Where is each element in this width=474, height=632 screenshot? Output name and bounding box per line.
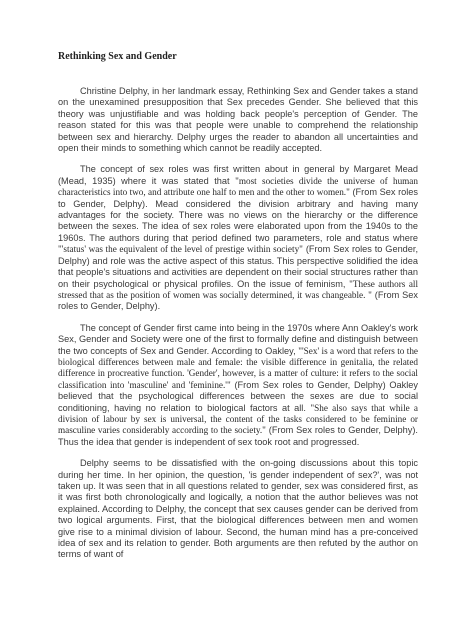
quotation: "'status' was the equivalent of the level of prestige within society" [58,244,303,255]
paragraph-text: Delphy seems to be dissatisfied with the on-going discussions about this topic during her time. In her opinion, the question, 'is gender independent of sex?', was not taken up. It was seen that in all questions related to gender, sex was considered first, as it was first both chronologically and logically, a notion that the author believes was not explained. According to Delphy, the concept that sex causes gender can be derived from two logical arguments. First, that the biological differences between men and women give rise to a minimal division of labour. Second, the human mind has a pre-conceived idea of sex and its relation to gender. Both arguments are then refuted by the author on terms of want of [58,458,418,560]
quotation: "most societies divide the universe of human characteristics into two, and attribute one half to men and the other to women." [58,175,418,198]
paragraph-text: (From Sex roles to Gender, Delphy) and role was the active aspect of this status. This perspective solidified the idea that people's situations and activities are dependent on their social structures rather than on their psychological or physical profiles. On the issue of feminism, [58,244,418,289]
document-body [58,86,418,571]
paragraph [58,323,418,448]
quotation: "These authors all stressed that as the position of women was socially determined, it was changeable. " [58,278,419,300]
paragraph-text: (From Sex roles to Gender, Delphy) Oakley believed that the psychological differences between the sexes are due to social conditioning, having no relation to biological factors at all. [58,379,418,413]
quotation: "'Sex' is a word that refers to the biological differences between male and female: the visible difference in genitalia, the related difference in procreative function. 'Gender', however, is a matter of culture: it refers to the social classification into 'masculine' and 'feminine.'" [58,345,418,390]
paragraph-text: (From Sex roles to Gender, Delphy). Mead considered the division arbitrary and having many advantages for the society. There was no views on the hierarchy or the difference between the sexes. The idea of sex roles were elaborated upon from the 1940s to the 1960s. The authors during that period defined two parameters, role and status where [58,187,418,243]
paragraph-text: Christine Delphy, in her landmark essay, Rethinking Sex and Gender takes a stand on the unexamined presupposition that Sex precedes Gender. She believed that this theory was unjustifiable and was holding back people's perception of Gender. The reason stated for this was that people were unable to comprehend the relationship between sex and hierarchy. Delphy urges the reader to abandon all uncertainties and open their minds to something which cannot be readily accepted. [58,86,418,154]
paragraph-text: (From Sex roles to Gender, Delphy). [58,289,418,312]
paragraph-text: (From Sex roles to Gender, Delphy). Thus the idea that gender is independent of sex took root and progressed. [58,425,418,447]
paragraph-text: The concept of Gender first came into being in the 1970s where Ann Oakley's work Sex, Gender and Society were one of the first to formally define and distinguish between the two concepts of Sex and Gender. According to Oakley, [58,322,418,356]
paragraph [58,86,418,154]
document-title: Rethinking Sex and Gender [58,51,177,62]
quotation: "She also says that while a division of labour by sex is universal, the content of the tasks considered to be feminine or masculine varies considerably according to the society." [58,402,419,436]
paragraph-text: The concept of sex roles was first written about in general by Margaret Mead (Mead, 1935) where it was stated that [58,164,418,186]
paragraph [58,458,418,561]
paragraph [58,164,418,312]
